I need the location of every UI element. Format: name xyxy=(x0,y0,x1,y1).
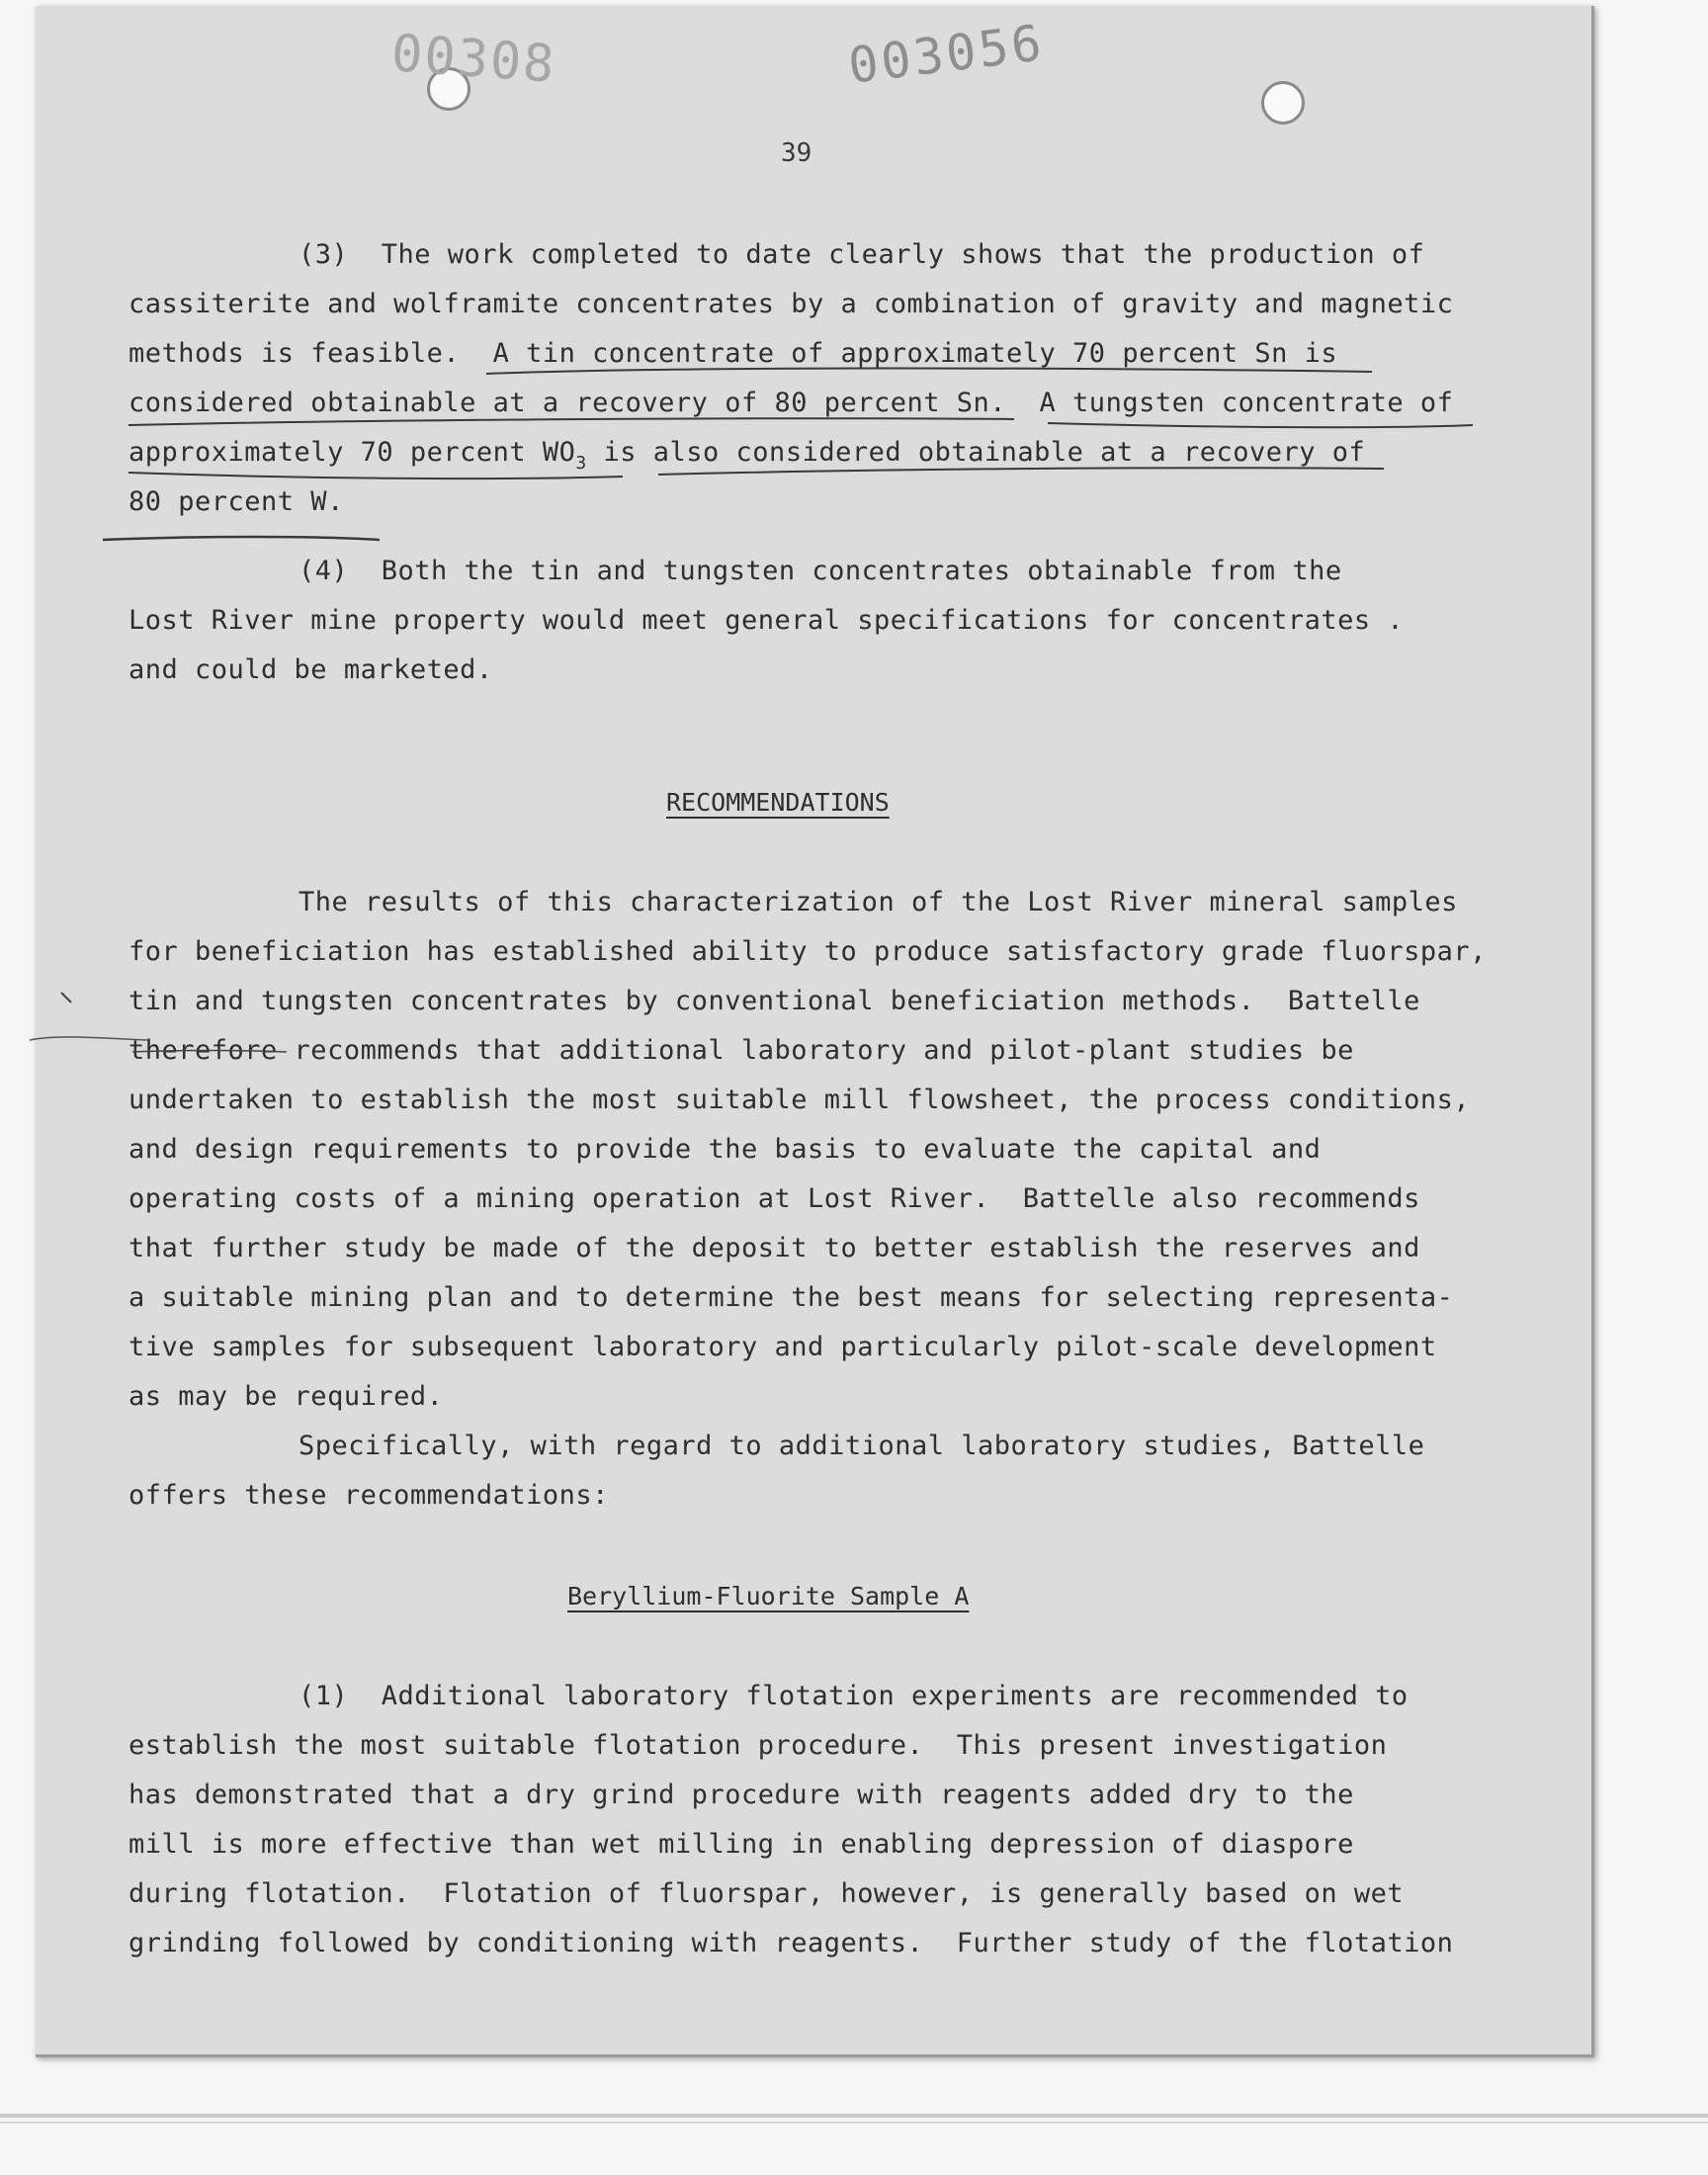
document-stamp-left: 00308 xyxy=(389,24,558,95)
para3-line-3: methods is feasible. A tin concentrate of approximately 70 percent Sn is xyxy=(128,338,1338,369)
specifically-line-2: offers these recommendations: xyxy=(128,1480,609,1511)
page-number: 39 xyxy=(781,138,812,168)
para1-line-1: (1) Additional laboratory flotation experiments are recommended to xyxy=(299,1681,1409,1711)
para4-line-2: Lost River mine property would meet general specifications for concentrates . xyxy=(128,605,1405,636)
punch-hole-right xyxy=(1261,81,1305,125)
rec-line-6: and design requirements to provide the basis to evaluate the capital and xyxy=(128,1134,1322,1165)
rec-line-7: operating costs of a mining operation at Lost River. Battelle also recommends xyxy=(128,1183,1420,1214)
specifically-line-1: Specifically, with regard to additional laboratory studies, Battelle xyxy=(299,1431,1425,1461)
scan-edge-band-2 xyxy=(0,2122,1708,2124)
para3-line-5 xyxy=(128,437,1365,474)
para3-line-2: cassiterite and wolframite concentrates by a combination of gravity and magnetic xyxy=(128,289,1454,319)
subscript-3: 3 xyxy=(575,453,587,474)
sample-a-heading: Beryllium-Fluorite Sample A xyxy=(567,1582,970,1610)
rec-line-3: tin and tungsten concentrates by conventional beneficiation methods. Battelle xyxy=(128,986,1420,1016)
rec-line-1: The results of this characterization of the Lost River mineral samples xyxy=(299,887,1458,917)
document-stamp-right: 003056 xyxy=(845,14,1048,95)
para1-line-5: during flotation. Flotation of fluorspar, however, is generally based on wet xyxy=(128,1878,1405,1909)
para1-line-6: grinding followed by conditioning with reagents. Further study of the flotation xyxy=(128,1928,1454,1958)
rec-line-2: for beneficiation has established ability to produce satisfactory grade fluorspar, xyxy=(128,936,1487,967)
rec-line-4: therefore recommends that additional laboratory and pilot-plant studies be xyxy=(128,1035,1354,1066)
para4-line-3: and could be marketed. xyxy=(128,654,493,685)
rec-line-8: that further study be made of the deposit to better establish the reserves and xyxy=(128,1233,1420,1263)
recommendations-heading: RECOMMENDATIONS xyxy=(666,788,890,817)
rec-line-11: as may be required. xyxy=(128,1381,444,1412)
para3-line-1: (3) The work completed to date clearly shows that the production of xyxy=(299,239,1425,270)
para3-line-5-main: approximately 70 percent WO xyxy=(128,437,576,468)
scan-edge-band xyxy=(0,2114,1708,2118)
para1-line-4: mill is more effective than wet milling in enabling depression of diaspore xyxy=(128,1829,1354,1860)
para4-line-1: (4) Both the tin and tungsten concentrates obtainable from the xyxy=(299,556,1342,586)
rec-line-9: a suitable mining plan and to determine the best means for selecting representa- xyxy=(128,1282,1454,1313)
para1-line-2: establish the most suitable flotation procedure. This present investigation xyxy=(128,1730,1388,1761)
rec-line-10: tive samples for subsequent laboratory and particularly pilot-scale development xyxy=(128,1332,1437,1362)
rec-line-5: undertaken to establish the most suitable mill flowsheet, the process conditions, xyxy=(128,1085,1471,1115)
para3-line-6: 80 percent W. xyxy=(128,486,344,517)
para1-line-3: has demonstrated that a dry grind procedure with reagents added dry to the xyxy=(128,1780,1354,1810)
para3-line-5-tail: is also considered obtainable at a recovery of xyxy=(586,437,1366,468)
para3-line-4: considered obtainable at a recovery of 80 percent Sn. A tungsten concentrate of xyxy=(128,388,1454,418)
